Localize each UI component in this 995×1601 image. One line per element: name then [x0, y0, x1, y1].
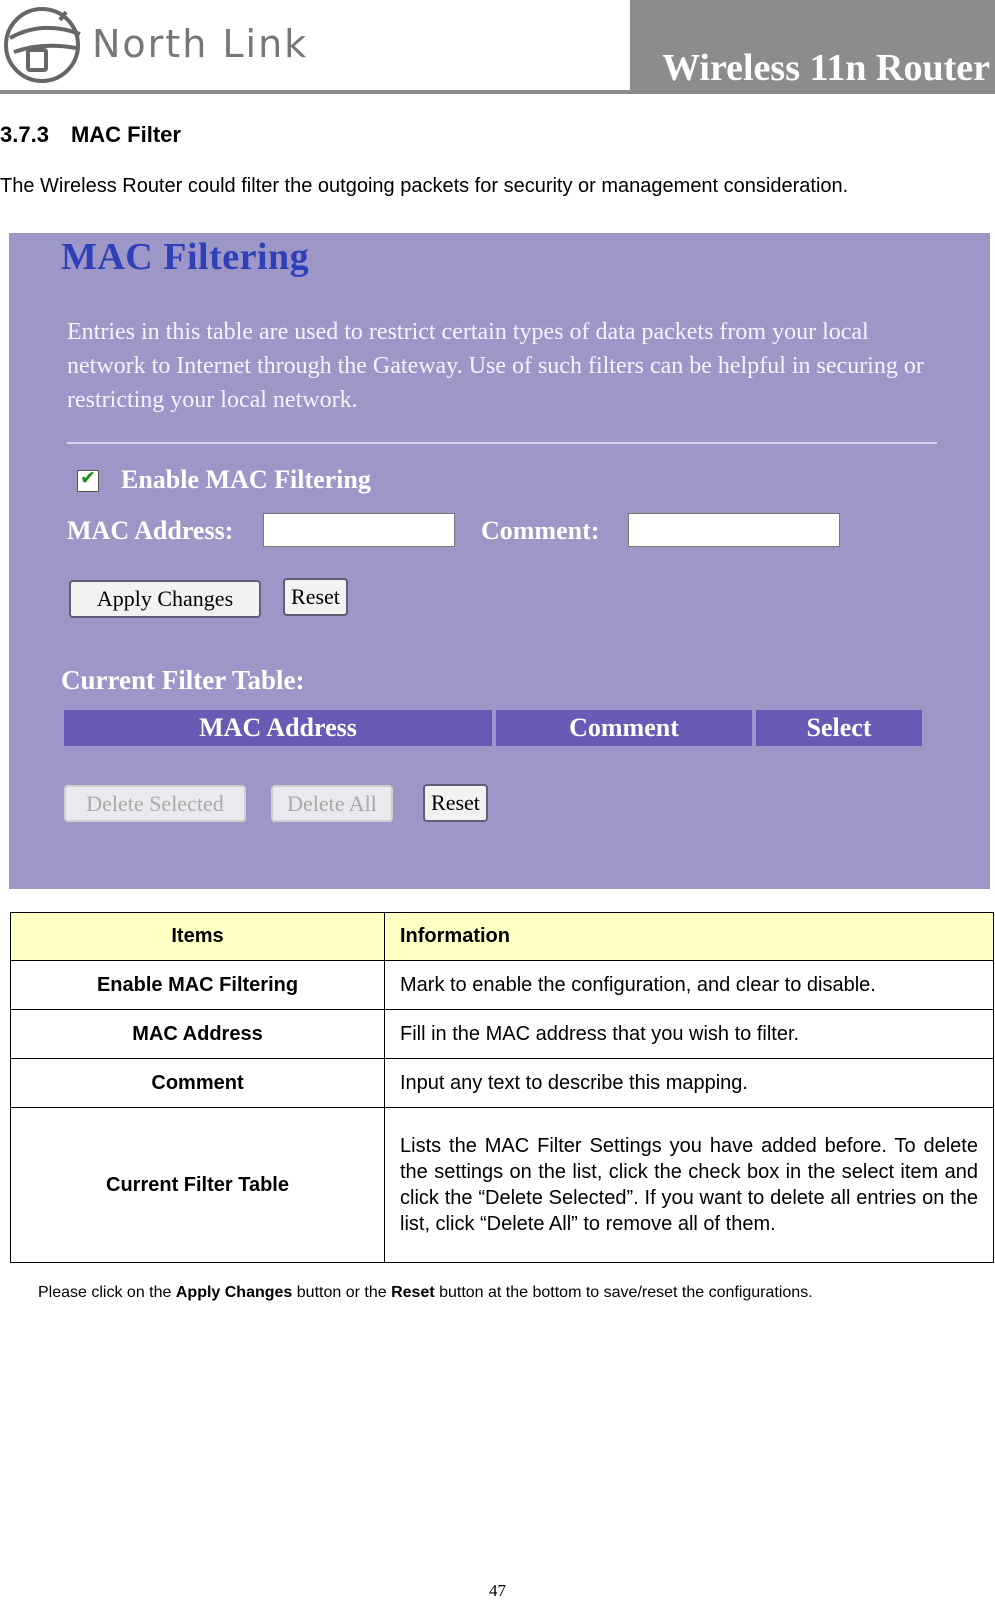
mac-address-label: MAC Address:	[67, 516, 234, 545]
item-cell: MAC Address	[11, 1010, 385, 1059]
page-number: 47	[489, 1581, 506, 1600]
apply-changes-button[interactable]: Apply Changes	[69, 580, 261, 618]
section-title	[0, 122, 181, 148]
info-cell: Lists the MAC Filter Settings you have added before. To delete the settings on the list, click the check box in the select item and click the “Delete Selected”. If you want to delete all entries on the list, click “Delete All” to remove all of them.	[385, 1108, 994, 1263]
reset-button[interactable]: Reset	[283, 578, 348, 616]
header-information: Information	[385, 913, 994, 961]
enable-mac-filtering-label: Enable MAC Filtering	[121, 465, 371, 494]
table-row	[11, 1010, 994, 1059]
footer-note	[38, 1284, 813, 1302]
table-reset-button[interactable]: Reset	[423, 784, 488, 822]
table-row	[11, 1059, 994, 1108]
router-globe-icon	[6, 9, 80, 81]
note-text: button at the bottom to save/reset the configurations.	[434, 1284, 813, 1301]
item-cell: Current Filter Table	[11, 1108, 385, 1263]
section-number: 3.7.3	[0, 122, 49, 147]
delete-selected-button[interactable]: Delete Selected	[64, 785, 246, 822]
column-comment: Comment	[496, 710, 752, 746]
mac-address-input[interactable]	[263, 513, 455, 547]
delete-all-button[interactable]: Delete All	[271, 785, 393, 822]
logo-text: North Link	[92, 22, 309, 66]
comment-input[interactable]	[628, 513, 840, 547]
item-cell: Enable MAC Filtering	[11, 961, 385, 1010]
column-mac-address: MAC Address	[64, 710, 492, 746]
current-filter-table-heading: Current Filter Table:	[61, 665, 305, 695]
panel-description: Entries in this table are used to restrict certain types of data packets from your local network to Internet through the Gateway. Use of such filters can be helpful in securing or restricting your local network.	[67, 319, 924, 413]
table-row	[11, 961, 994, 1010]
product-title: Wireless 11n Router	[662, 47, 990, 89]
column-select: Select	[756, 710, 922, 746]
info-cell: Mark to enable the configuration, and clear to disable.	[385, 961, 994, 1010]
divider	[67, 442, 937, 444]
table-row	[11, 1108, 994, 1263]
item-cell: Comment	[11, 1059, 385, 1108]
items-information-table	[10, 912, 994, 1263]
note-text: Please click on the	[38, 1284, 176, 1301]
table-header-row	[11, 913, 994, 961]
header-items: Items	[11, 913, 385, 961]
panel-title: MAC Filtering	[61, 236, 310, 278]
section-name: MAC Filter	[70, 122, 181, 147]
note-reset-bold: Reset	[391, 1284, 435, 1301]
info-cell: Fill in the MAC address that you wish to filter.	[385, 1010, 994, 1059]
note-text: button or the	[292, 1284, 392, 1301]
comment-label: Comment:	[481, 516, 600, 545]
header-rule	[0, 90, 995, 94]
filter-table-header	[64, 710, 922, 746]
note-apply-bold: Apply Changes	[175, 1284, 293, 1301]
info-cell: Input any text to describe this mapping.	[385, 1059, 994, 1108]
enable-mac-filtering-checkbox[interactable]	[77, 467, 99, 492]
checkmark-icon: ✔	[80, 467, 96, 489]
mac-filtering-screenshot	[9, 233, 990, 889]
intro-paragraph: The Wireless Router could filter the outgoing packets for security or management consideration.	[0, 175, 849, 197]
